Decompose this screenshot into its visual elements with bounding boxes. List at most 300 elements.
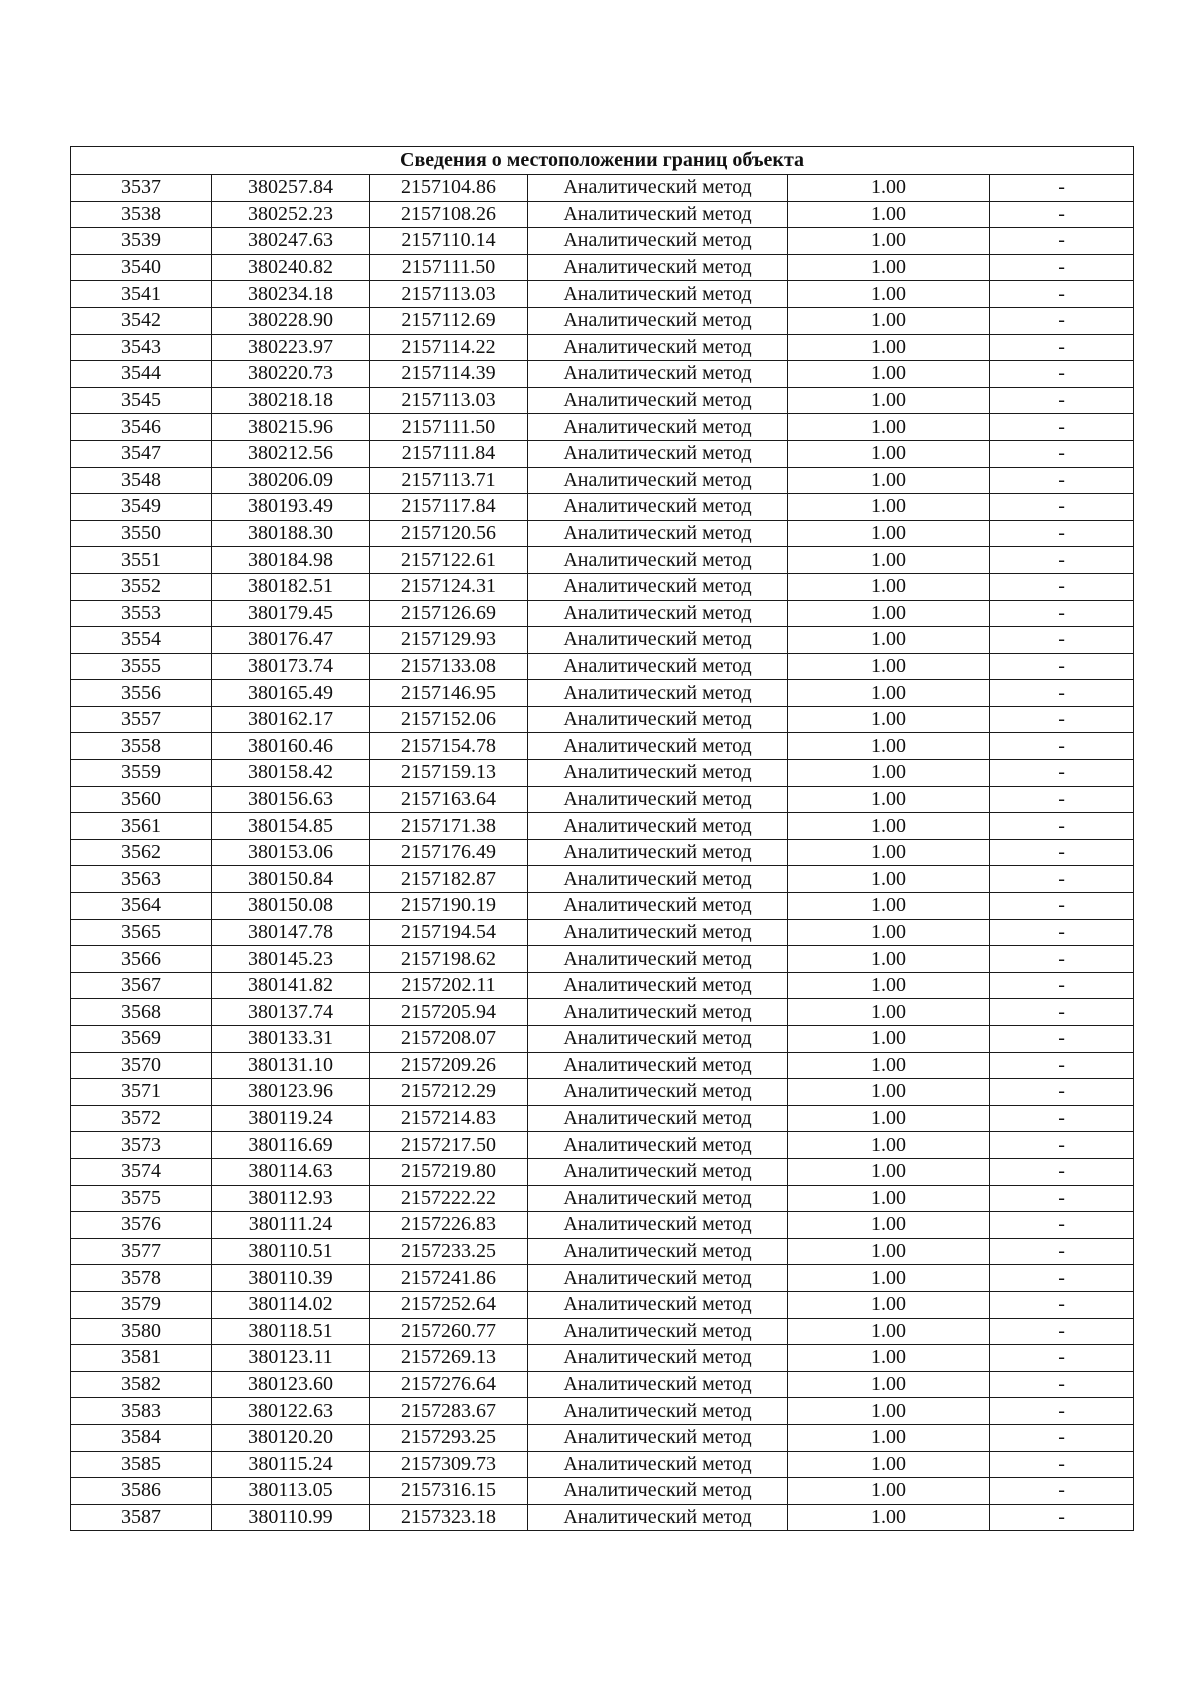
point-number-cell: 3583 bbox=[71, 1398, 212, 1425]
table-row bbox=[71, 1052, 1134, 1079]
y-coordinate-cell: 2157114.22 bbox=[370, 334, 528, 361]
table-row bbox=[71, 1026, 1134, 1053]
x-coordinate-cell: 380123.96 bbox=[212, 1079, 370, 1106]
accuracy-cell: 1.00 bbox=[788, 972, 990, 999]
table-row bbox=[71, 1478, 1134, 1505]
accuracy-cell: 1.00 bbox=[788, 281, 990, 308]
point-number-cell: 3567 bbox=[71, 972, 212, 999]
point-number-cell: 3564 bbox=[71, 893, 212, 920]
accuracy-cell: 1.00 bbox=[788, 1504, 990, 1531]
accuracy-cell: 1.00 bbox=[788, 600, 990, 627]
x-coordinate-cell: 380162.17 bbox=[212, 706, 370, 733]
method-cell: Аналитический метод bbox=[528, 1478, 788, 1505]
x-coordinate-cell: 380137.74 bbox=[212, 999, 370, 1026]
table-row bbox=[71, 946, 1134, 973]
description-cell: - bbox=[990, 1424, 1134, 1451]
point-number-cell: 3582 bbox=[71, 1371, 212, 1398]
accuracy-cell: 1.00 bbox=[788, 1398, 990, 1425]
y-coordinate-cell: 2157111.84 bbox=[370, 440, 528, 467]
x-coordinate-cell: 380110.39 bbox=[212, 1265, 370, 1292]
description-cell: - bbox=[990, 520, 1134, 547]
y-coordinate-cell: 2157117.84 bbox=[370, 494, 528, 521]
x-coordinate-cell: 380119.24 bbox=[212, 1105, 370, 1132]
method-cell: Аналитический метод bbox=[528, 1105, 788, 1132]
accuracy-cell: 1.00 bbox=[788, 893, 990, 920]
accuracy-cell: 1.00 bbox=[788, 653, 990, 680]
method-cell: Аналитический метод bbox=[528, 627, 788, 654]
y-coordinate-cell: 2157152.06 bbox=[370, 706, 528, 733]
table-row bbox=[71, 440, 1134, 467]
method-cell: Аналитический метод bbox=[528, 1345, 788, 1372]
x-coordinate-cell: 380223.97 bbox=[212, 334, 370, 361]
description-cell: - bbox=[990, 999, 1134, 1026]
table-row bbox=[71, 334, 1134, 361]
accuracy-cell: 1.00 bbox=[788, 733, 990, 760]
method-cell: Аналитический метод bbox=[528, 760, 788, 787]
x-coordinate-cell: 380257.84 bbox=[212, 175, 370, 202]
y-coordinate-cell: 2157260.77 bbox=[370, 1318, 528, 1345]
description-cell: - bbox=[990, 786, 1134, 813]
table-row bbox=[71, 1398, 1134, 1425]
y-coordinate-cell: 2157129.93 bbox=[370, 627, 528, 654]
point-number-cell: 3576 bbox=[71, 1212, 212, 1239]
table-row bbox=[71, 254, 1134, 281]
boundary-coordinates-table bbox=[70, 146, 1134, 1531]
point-number-cell: 3577 bbox=[71, 1238, 212, 1265]
point-number-cell: 3546 bbox=[71, 414, 212, 441]
method-cell: Аналитический метод bbox=[528, 520, 788, 547]
table-row bbox=[71, 228, 1134, 255]
description-cell: - bbox=[990, 1504, 1134, 1531]
x-coordinate-cell: 380247.63 bbox=[212, 228, 370, 255]
accuracy-cell: 1.00 bbox=[788, 1132, 990, 1159]
accuracy-cell: 1.00 bbox=[788, 467, 990, 494]
table-row bbox=[71, 972, 1134, 999]
point-number-cell: 3587 bbox=[71, 1504, 212, 1531]
point-number-cell: 3547 bbox=[71, 440, 212, 467]
x-coordinate-cell: 380234.18 bbox=[212, 281, 370, 308]
table-row bbox=[71, 733, 1134, 760]
point-number-cell: 3540 bbox=[71, 254, 212, 281]
method-cell: Аналитический метод bbox=[528, 1424, 788, 1451]
x-coordinate-cell: 380179.45 bbox=[212, 600, 370, 627]
y-coordinate-cell: 2157293.25 bbox=[370, 1424, 528, 1451]
accuracy-cell: 1.00 bbox=[788, 1371, 990, 1398]
accuracy-cell: 1.00 bbox=[788, 1212, 990, 1239]
table-row bbox=[71, 999, 1134, 1026]
x-coordinate-cell: 380153.06 bbox=[212, 839, 370, 866]
y-coordinate-cell: 2157226.83 bbox=[370, 1212, 528, 1239]
accuracy-cell: 1.00 bbox=[788, 1105, 990, 1132]
accuracy-cell: 1.00 bbox=[788, 361, 990, 388]
description-cell: - bbox=[990, 1185, 1134, 1212]
point-number-cell: 3557 bbox=[71, 706, 212, 733]
point-number-cell: 3558 bbox=[71, 733, 212, 760]
x-coordinate-cell: 380110.99 bbox=[212, 1504, 370, 1531]
x-coordinate-cell: 380115.24 bbox=[212, 1451, 370, 1478]
point-number-cell: 3541 bbox=[71, 281, 212, 308]
method-cell: Аналитический метод bbox=[528, 228, 788, 255]
accuracy-cell: 1.00 bbox=[788, 813, 990, 840]
description-cell: - bbox=[990, 866, 1134, 893]
table-row bbox=[71, 1079, 1134, 1106]
accuracy-cell: 1.00 bbox=[788, 946, 990, 973]
accuracy-cell: 1.00 bbox=[788, 307, 990, 334]
y-coordinate-cell: 2157113.03 bbox=[370, 387, 528, 414]
accuracy-cell: 1.00 bbox=[788, 1052, 990, 1079]
method-cell: Аналитический метод bbox=[528, 547, 788, 574]
table-row bbox=[71, 1158, 1134, 1185]
method-cell: Аналитический метод bbox=[528, 1185, 788, 1212]
x-coordinate-cell: 380252.23 bbox=[212, 201, 370, 228]
method-cell: Аналитический метод bbox=[528, 1265, 788, 1292]
description-cell: - bbox=[990, 893, 1134, 920]
table-row bbox=[71, 1451, 1134, 1478]
y-coordinate-cell: 2157194.54 bbox=[370, 919, 528, 946]
accuracy-cell: 1.00 bbox=[788, 760, 990, 787]
x-coordinate-cell: 380154.85 bbox=[212, 813, 370, 840]
description-cell: - bbox=[990, 467, 1134, 494]
x-coordinate-cell: 380215.96 bbox=[212, 414, 370, 441]
method-cell: Аналитический метод bbox=[528, 467, 788, 494]
table-row bbox=[71, 1212, 1134, 1239]
accuracy-cell: 1.00 bbox=[788, 334, 990, 361]
accuracy-cell: 1.00 bbox=[788, 520, 990, 547]
table-row bbox=[71, 175, 1134, 202]
description-cell: - bbox=[990, 1079, 1134, 1106]
description-cell: - bbox=[990, 1451, 1134, 1478]
description-cell: - bbox=[990, 1052, 1134, 1079]
point-number-cell: 3554 bbox=[71, 627, 212, 654]
point-number-cell: 3574 bbox=[71, 1158, 212, 1185]
table-row bbox=[71, 387, 1134, 414]
x-coordinate-cell: 380114.63 bbox=[212, 1158, 370, 1185]
table-row bbox=[71, 520, 1134, 547]
description-cell: - bbox=[990, 573, 1134, 600]
description-cell: - bbox=[990, 839, 1134, 866]
accuracy-cell: 1.00 bbox=[788, 1424, 990, 1451]
table-row bbox=[71, 1238, 1134, 1265]
y-coordinate-cell: 2157104.86 bbox=[370, 175, 528, 202]
accuracy-cell: 1.00 bbox=[788, 839, 990, 866]
y-coordinate-cell: 2157217.50 bbox=[370, 1132, 528, 1159]
y-coordinate-cell: 2157113.03 bbox=[370, 281, 528, 308]
x-coordinate-cell: 380240.82 bbox=[212, 254, 370, 281]
description-cell: - bbox=[990, 361, 1134, 388]
y-coordinate-cell: 2157198.62 bbox=[370, 946, 528, 973]
point-number-cell: 3550 bbox=[71, 520, 212, 547]
accuracy-cell: 1.00 bbox=[788, 573, 990, 600]
table-row bbox=[71, 547, 1134, 574]
x-coordinate-cell: 380118.51 bbox=[212, 1318, 370, 1345]
method-cell: Аналитический метод bbox=[528, 254, 788, 281]
method-cell: Аналитический метод bbox=[528, 334, 788, 361]
table-row bbox=[71, 760, 1134, 787]
description-cell: - bbox=[990, 201, 1134, 228]
method-cell: Аналитический метод bbox=[528, 866, 788, 893]
x-coordinate-cell: 380131.10 bbox=[212, 1052, 370, 1079]
method-cell: Аналитический метод bbox=[528, 1318, 788, 1345]
x-coordinate-cell: 380212.56 bbox=[212, 440, 370, 467]
table-row bbox=[71, 1345, 1134, 1372]
y-coordinate-cell: 2157209.26 bbox=[370, 1052, 528, 1079]
y-coordinate-cell: 2157114.39 bbox=[370, 361, 528, 388]
method-cell: Аналитический метод bbox=[528, 440, 788, 467]
accuracy-cell: 1.00 bbox=[788, 1185, 990, 1212]
method-cell: Аналитический метод bbox=[528, 999, 788, 1026]
point-number-cell: 3555 bbox=[71, 653, 212, 680]
description-cell: - bbox=[990, 1398, 1134, 1425]
method-cell: Аналитический метод bbox=[528, 1291, 788, 1318]
description-cell: - bbox=[990, 494, 1134, 521]
y-coordinate-cell: 2157208.07 bbox=[370, 1026, 528, 1053]
description-cell: - bbox=[990, 440, 1134, 467]
method-cell: Аналитический метод bbox=[528, 175, 788, 202]
description-cell: - bbox=[990, 1291, 1134, 1318]
table-row bbox=[71, 414, 1134, 441]
table-row bbox=[71, 1318, 1134, 1345]
table-row bbox=[71, 839, 1134, 866]
x-coordinate-cell: 380165.49 bbox=[212, 680, 370, 707]
point-number-cell: 3559 bbox=[71, 760, 212, 787]
point-number-cell: 3566 bbox=[71, 946, 212, 973]
point-number-cell: 3565 bbox=[71, 919, 212, 946]
accuracy-cell: 1.00 bbox=[788, 1478, 990, 1505]
x-coordinate-cell: 380193.49 bbox=[212, 494, 370, 521]
description-cell: - bbox=[990, 547, 1134, 574]
point-number-cell: 3581 bbox=[71, 1345, 212, 1372]
x-coordinate-cell: 380147.78 bbox=[212, 919, 370, 946]
x-coordinate-cell: 380218.18 bbox=[212, 387, 370, 414]
accuracy-cell: 1.00 bbox=[788, 999, 990, 1026]
accuracy-cell: 1.00 bbox=[788, 1026, 990, 1053]
description-cell: - bbox=[990, 1265, 1134, 1292]
x-coordinate-cell: 380111.24 bbox=[212, 1212, 370, 1239]
table-row bbox=[71, 1265, 1134, 1292]
method-cell: Аналитический метод bbox=[528, 786, 788, 813]
accuracy-cell: 1.00 bbox=[788, 866, 990, 893]
x-coordinate-cell: 380228.90 bbox=[212, 307, 370, 334]
y-coordinate-cell: 2157283.67 bbox=[370, 1398, 528, 1425]
point-number-cell: 3545 bbox=[71, 387, 212, 414]
x-coordinate-cell: 380150.84 bbox=[212, 866, 370, 893]
method-cell: Аналитический метод bbox=[528, 839, 788, 866]
point-number-cell: 3544 bbox=[71, 361, 212, 388]
method-cell: Аналитический метод bbox=[528, 414, 788, 441]
table-row bbox=[71, 467, 1134, 494]
point-number-cell: 3537 bbox=[71, 175, 212, 202]
accuracy-cell: 1.00 bbox=[788, 1158, 990, 1185]
point-number-cell: 3573 bbox=[71, 1132, 212, 1159]
accuracy-cell: 1.00 bbox=[788, 387, 990, 414]
point-number-cell: 3572 bbox=[71, 1105, 212, 1132]
accuracy-cell: 1.00 bbox=[788, 1238, 990, 1265]
x-coordinate-cell: 380206.09 bbox=[212, 467, 370, 494]
x-coordinate-cell: 380150.08 bbox=[212, 893, 370, 920]
description-cell: - bbox=[990, 228, 1134, 255]
x-coordinate-cell: 380156.63 bbox=[212, 786, 370, 813]
y-coordinate-cell: 2157122.61 bbox=[370, 547, 528, 574]
x-coordinate-cell: 380141.82 bbox=[212, 972, 370, 999]
accuracy-cell: 1.00 bbox=[788, 228, 990, 255]
y-coordinate-cell: 2157159.13 bbox=[370, 760, 528, 787]
x-coordinate-cell: 380184.98 bbox=[212, 547, 370, 574]
description-cell: - bbox=[990, 175, 1134, 202]
point-number-cell: 3561 bbox=[71, 813, 212, 840]
y-coordinate-cell: 2157113.71 bbox=[370, 467, 528, 494]
method-cell: Аналитический метод bbox=[528, 919, 788, 946]
table-row bbox=[71, 1424, 1134, 1451]
y-coordinate-cell: 2157276.64 bbox=[370, 1371, 528, 1398]
method-cell: Аналитический метод bbox=[528, 1398, 788, 1425]
point-number-cell: 3578 bbox=[71, 1265, 212, 1292]
x-coordinate-cell: 380176.47 bbox=[212, 627, 370, 654]
point-number-cell: 3551 bbox=[71, 547, 212, 574]
description-cell: - bbox=[990, 1026, 1134, 1053]
y-coordinate-cell: 2157219.80 bbox=[370, 1158, 528, 1185]
description-cell: - bbox=[990, 1238, 1134, 1265]
y-coordinate-cell: 2157126.69 bbox=[370, 600, 528, 627]
x-coordinate-cell: 380145.23 bbox=[212, 946, 370, 973]
point-number-cell: 3586 bbox=[71, 1478, 212, 1505]
table-row bbox=[71, 1105, 1134, 1132]
x-coordinate-cell: 380120.20 bbox=[212, 1424, 370, 1451]
accuracy-cell: 1.00 bbox=[788, 680, 990, 707]
accuracy-cell: 1.00 bbox=[788, 440, 990, 467]
point-number-cell: 3538 bbox=[71, 201, 212, 228]
method-cell: Аналитический метод bbox=[528, 307, 788, 334]
y-coordinate-cell: 2157108.26 bbox=[370, 201, 528, 228]
accuracy-cell: 1.00 bbox=[788, 201, 990, 228]
method-cell: Аналитический метод bbox=[528, 387, 788, 414]
description-cell: - bbox=[990, 307, 1134, 334]
y-coordinate-cell: 2157124.31 bbox=[370, 573, 528, 600]
point-number-cell: 3585 bbox=[71, 1451, 212, 1478]
method-cell: Аналитический метод bbox=[528, 1451, 788, 1478]
description-cell: - bbox=[990, 1371, 1134, 1398]
point-number-cell: 3539 bbox=[71, 228, 212, 255]
accuracy-cell: 1.00 bbox=[788, 494, 990, 521]
table-row bbox=[71, 1371, 1134, 1398]
method-cell: Аналитический метод bbox=[528, 893, 788, 920]
y-coordinate-cell: 2157112.69 bbox=[370, 307, 528, 334]
method-cell: Аналитический метод bbox=[528, 972, 788, 999]
description-cell: - bbox=[990, 1345, 1134, 1372]
table-body bbox=[71, 175, 1134, 1531]
point-number-cell: 3569 bbox=[71, 1026, 212, 1053]
description-cell: - bbox=[990, 1478, 1134, 1505]
y-coordinate-cell: 2157241.86 bbox=[370, 1265, 528, 1292]
method-cell: Аналитический метод bbox=[528, 1238, 788, 1265]
accuracy-cell: 1.00 bbox=[788, 1291, 990, 1318]
y-coordinate-cell: 2157252.64 bbox=[370, 1291, 528, 1318]
description-cell: - bbox=[990, 254, 1134, 281]
description-cell: - bbox=[990, 627, 1134, 654]
method-cell: Аналитический метод bbox=[528, 1052, 788, 1079]
point-number-cell: 3568 bbox=[71, 999, 212, 1026]
description-cell: - bbox=[990, 600, 1134, 627]
accuracy-cell: 1.00 bbox=[788, 414, 990, 441]
x-coordinate-cell: 380188.30 bbox=[212, 520, 370, 547]
x-coordinate-cell: 380123.11 bbox=[212, 1345, 370, 1372]
table-title: Сведения о местоположении границ объекта bbox=[71, 147, 1134, 175]
method-cell: Аналитический метод bbox=[528, 573, 788, 600]
point-number-cell: 3579 bbox=[71, 1291, 212, 1318]
x-coordinate-cell: 380173.74 bbox=[212, 653, 370, 680]
description-cell: - bbox=[990, 281, 1134, 308]
method-cell: Аналитический метод bbox=[528, 281, 788, 308]
y-coordinate-cell: 2157190.19 bbox=[370, 893, 528, 920]
point-number-cell: 3570 bbox=[71, 1052, 212, 1079]
x-coordinate-cell: 380116.69 bbox=[212, 1132, 370, 1159]
description-cell: - bbox=[990, 653, 1134, 680]
y-coordinate-cell: 2157171.38 bbox=[370, 813, 528, 840]
x-coordinate-cell: 380122.63 bbox=[212, 1398, 370, 1425]
table-row bbox=[71, 281, 1134, 308]
point-number-cell: 3549 bbox=[71, 494, 212, 521]
description-cell: - bbox=[990, 680, 1134, 707]
point-number-cell: 3584 bbox=[71, 1424, 212, 1451]
method-cell: Аналитический метод bbox=[528, 1132, 788, 1159]
table-row bbox=[71, 201, 1134, 228]
table-row bbox=[71, 893, 1134, 920]
x-coordinate-cell: 380114.02 bbox=[212, 1291, 370, 1318]
method-cell: Аналитический метод bbox=[528, 1079, 788, 1106]
description-cell: - bbox=[990, 1212, 1134, 1239]
y-coordinate-cell: 2157212.29 bbox=[370, 1079, 528, 1106]
x-coordinate-cell: 380112.93 bbox=[212, 1185, 370, 1212]
description-cell: - bbox=[990, 972, 1134, 999]
point-number-cell: 3580 bbox=[71, 1318, 212, 1345]
y-coordinate-cell: 2157110.14 bbox=[370, 228, 528, 255]
x-coordinate-cell: 380113.05 bbox=[212, 1478, 370, 1505]
x-coordinate-cell: 380182.51 bbox=[212, 573, 370, 600]
point-number-cell: 3553 bbox=[71, 600, 212, 627]
accuracy-cell: 1.00 bbox=[788, 1345, 990, 1372]
table-title-row bbox=[71, 147, 1134, 175]
x-coordinate-cell: 380160.46 bbox=[212, 733, 370, 760]
x-coordinate-cell: 380133.31 bbox=[212, 1026, 370, 1053]
description-cell: - bbox=[990, 1158, 1134, 1185]
accuracy-cell: 1.00 bbox=[788, 1318, 990, 1345]
table-row bbox=[71, 866, 1134, 893]
method-cell: Аналитический метод bbox=[528, 361, 788, 388]
y-coordinate-cell: 2157176.49 bbox=[370, 839, 528, 866]
method-cell: Аналитический метод bbox=[528, 1158, 788, 1185]
point-number-cell: 3563 bbox=[71, 866, 212, 893]
y-coordinate-cell: 2157214.83 bbox=[370, 1105, 528, 1132]
accuracy-cell: 1.00 bbox=[788, 1079, 990, 1106]
description-cell: - bbox=[990, 813, 1134, 840]
y-coordinate-cell: 2157163.64 bbox=[370, 786, 528, 813]
method-cell: Аналитический метод bbox=[528, 600, 788, 627]
table-row bbox=[71, 1185, 1134, 1212]
y-coordinate-cell: 2157120.56 bbox=[370, 520, 528, 547]
table-row bbox=[71, 361, 1134, 388]
method-cell: Аналитический метод bbox=[528, 946, 788, 973]
table-row bbox=[71, 786, 1134, 813]
method-cell: Аналитический метод bbox=[528, 653, 788, 680]
y-coordinate-cell: 2157309.73 bbox=[370, 1451, 528, 1478]
table-row bbox=[71, 813, 1134, 840]
method-cell: Аналитический метод bbox=[528, 813, 788, 840]
method-cell: Аналитический метод bbox=[528, 1026, 788, 1053]
x-coordinate-cell: 380220.73 bbox=[212, 361, 370, 388]
method-cell: Аналитический метод bbox=[528, 706, 788, 733]
method-cell: Аналитический метод bbox=[528, 1212, 788, 1239]
x-coordinate-cell: 380110.51 bbox=[212, 1238, 370, 1265]
table-row bbox=[71, 919, 1134, 946]
